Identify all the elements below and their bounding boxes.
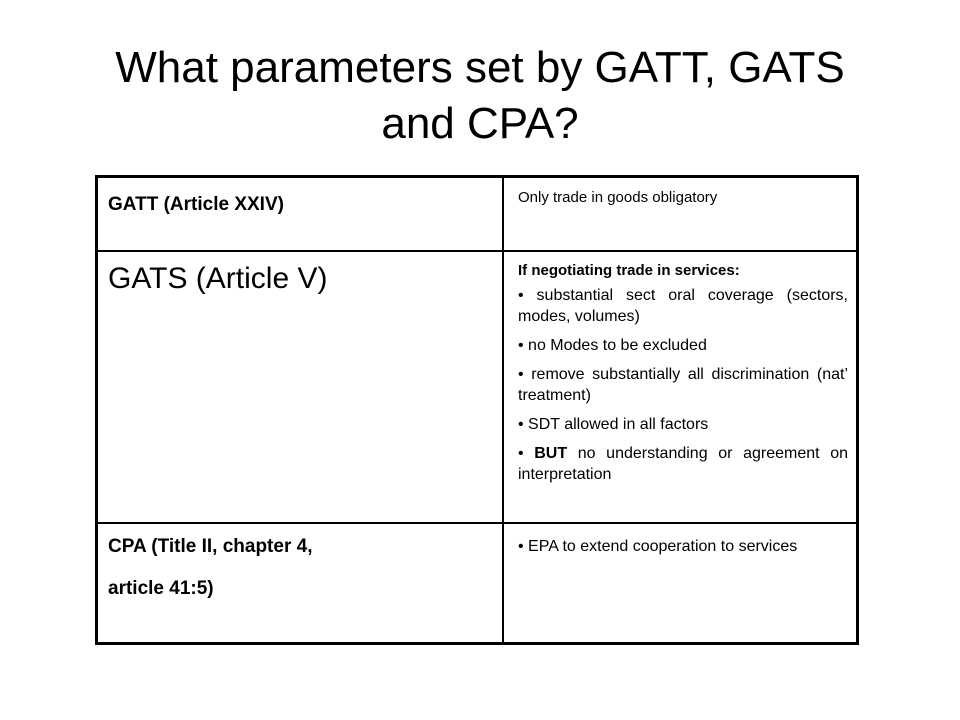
cpa-label-line-1: CPA (Title II, chapter 4,: [108, 536, 313, 557]
cpa-label-cell: [97, 523, 504, 644]
cpa-text: • EPA to extend cooperation to services: [518, 538, 798, 555]
gatt-text: Only trade in goods obligatory: [518, 189, 718, 206]
gats-intro: If negotiating trade in services:: [518, 262, 740, 279]
list-item: • remove substantially all discrimination (nat’ treatment): [518, 366, 848, 404]
list-item: [518, 443, 848, 485]
gats-label: GATS (Article V): [108, 262, 328, 295]
table-row-cpa: [97, 523, 858, 644]
gats-text-cell: [503, 251, 858, 523]
but-emphasis: BUT: [534, 445, 568, 462]
gatt-label: GATT (Article XXIV): [108, 194, 284, 215]
cpa-text-cell: [503, 523, 858, 644]
table-row-gatt: [97, 177, 858, 252]
table-row-gats: [97, 251, 858, 523]
gatt-label-cell: [97, 177, 504, 252]
slide-title: [0, 40, 960, 152]
list-item: • substantial sect oral coverage (sectors, modes, volumes): [518, 287, 848, 325]
gatt-text-cell: [503, 177, 858, 252]
bullet-rest: no understanding or agreement on interpretation: [518, 445, 849, 483]
title-line-2: and CPA?: [381, 99, 579, 148]
gats-label-cell: [97, 251, 504, 523]
bullet-prefix: •: [518, 445, 535, 462]
cpa-label-line-2: article 41:5): [108, 578, 214, 599]
title-line-1: What parameters set by GATT, GATS: [115, 43, 845, 92]
list-item: • SDT allowed in all factors: [518, 416, 709, 433]
comparison-table: [95, 175, 859, 645]
list-item: • no Modes to be excluded: [518, 337, 707, 354]
gats-bullet-list: [518, 285, 848, 485]
